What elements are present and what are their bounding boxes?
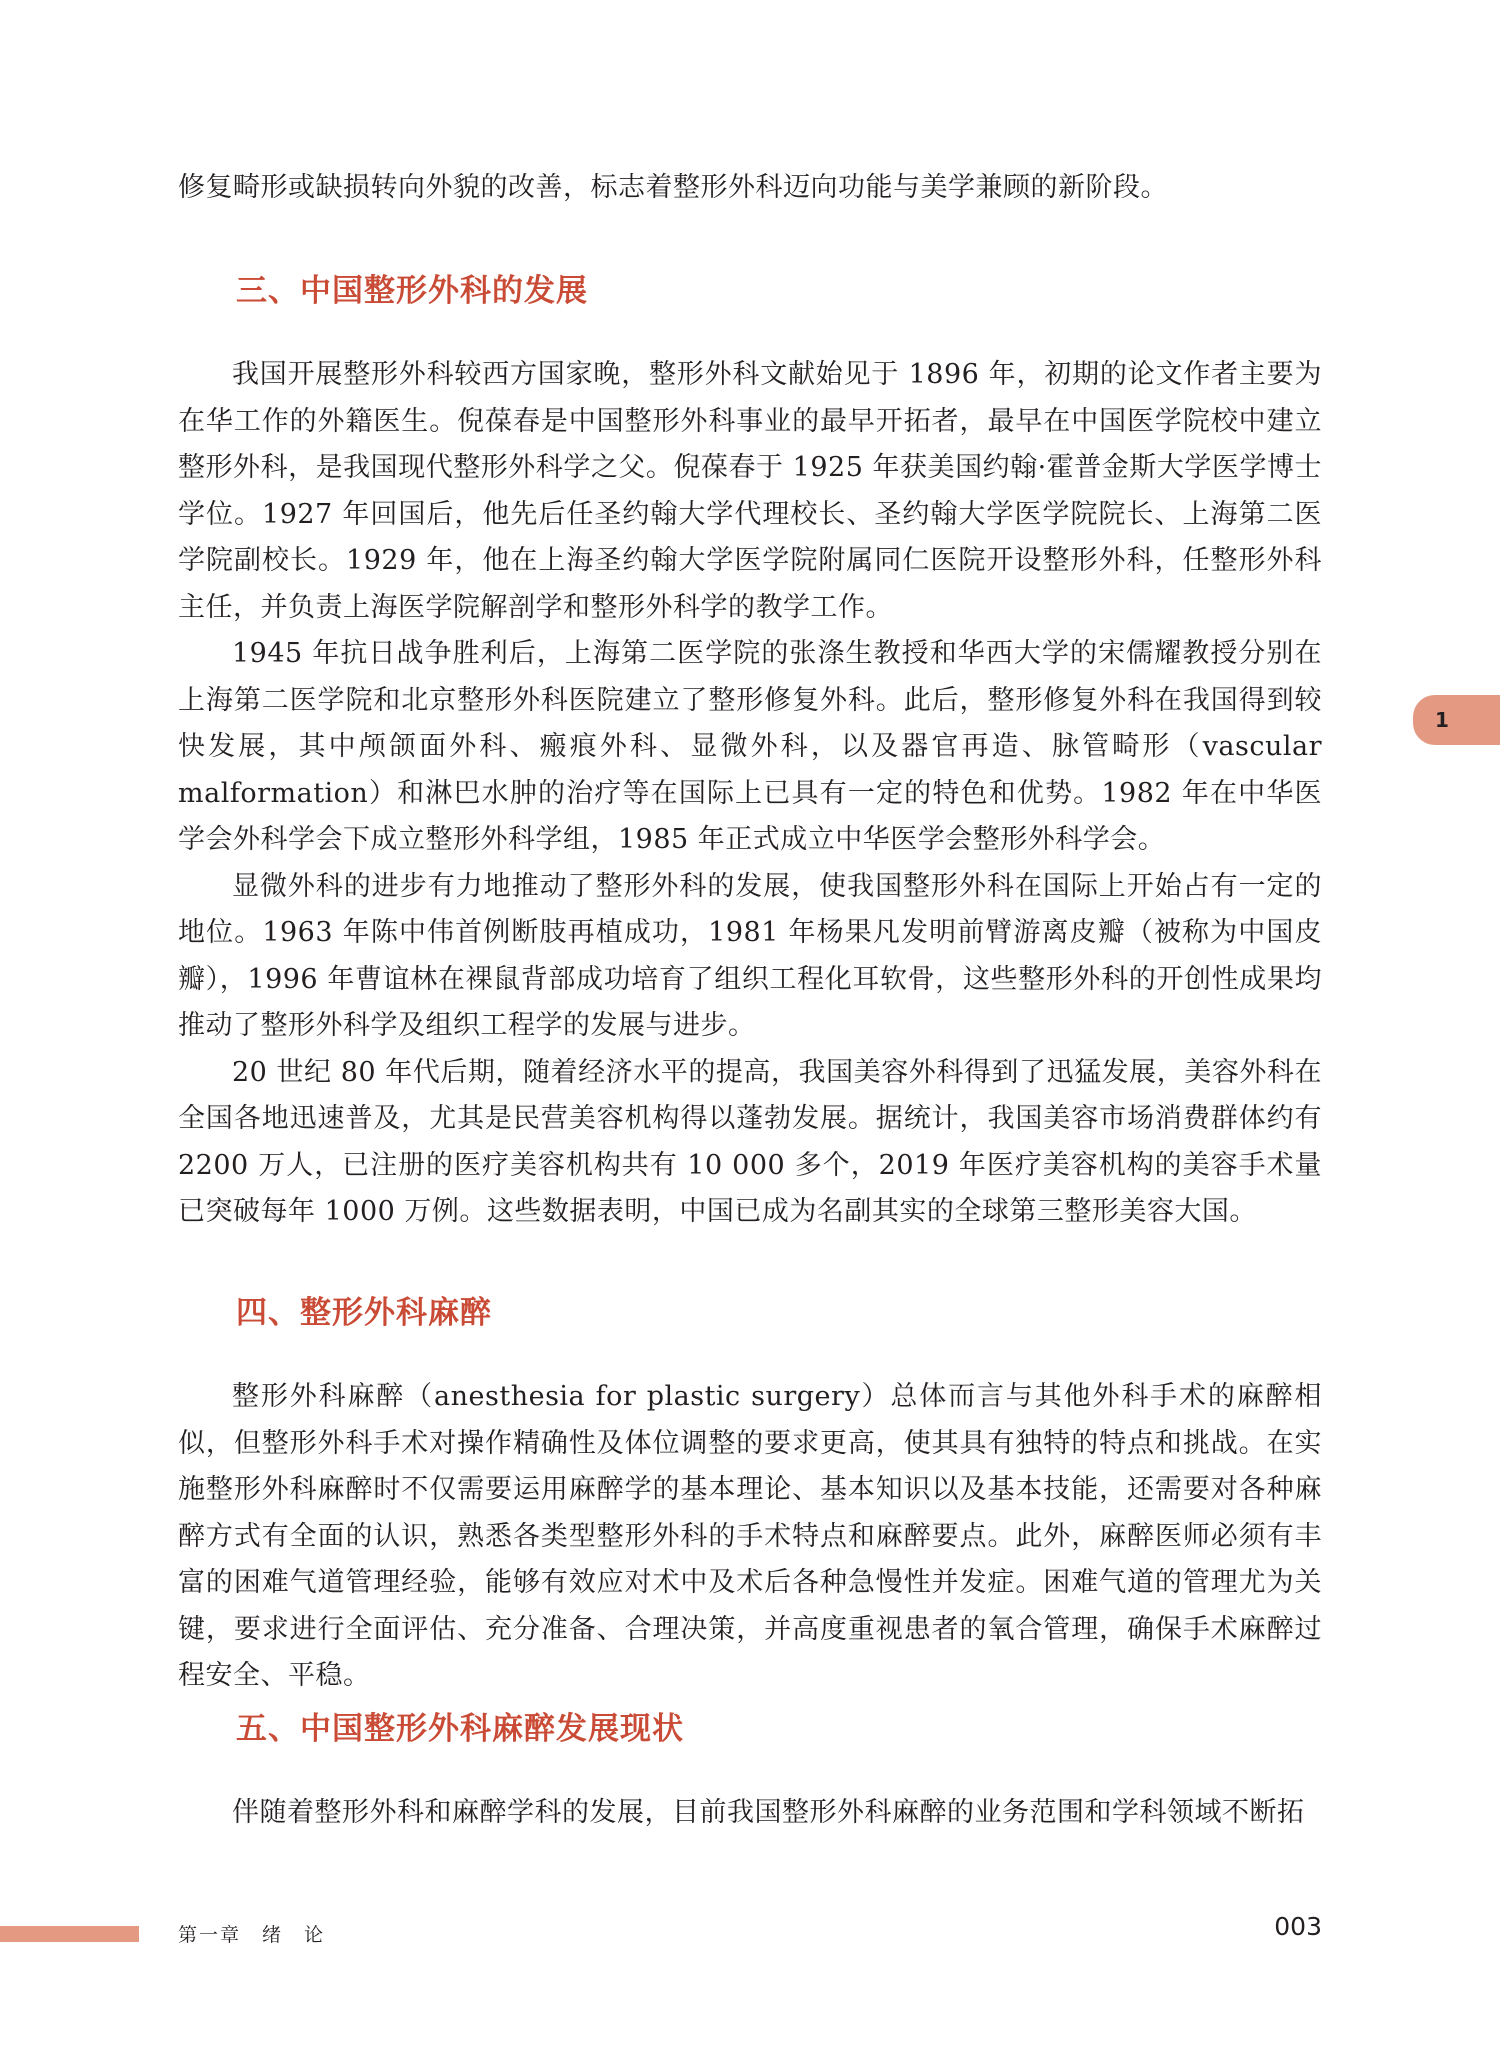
section-3-paragraph-4: 20 世纪 80 年代后期，随着经济水平的提高，我国美容外科得到了迅猛发展，美容外科在全国各地迅速普及，尤其是民营美容机构得以蓬勃发展。据统计，我国美容市场消费群体约有 2200 万人，已注册的医疗美容机构共有 10 000 多个，2019 年医疗美容机构的美容手术量已突破每年 1000 万例。这些数据表明，中国已成为名副其实的全球第三整形美容大国。 (178, 1056, 1322, 1227)
section-4-body (178, 1374, 1322, 1700)
section-5-body (178, 1790, 1322, 1837)
section-3-paragraph-1: 我国开展整形外科较西方国家晚，整形外科文献始见于 1896 年，初期的论文作者主要为在华工作的外籍医生。倪葆春是中国整形外科事业的最早开拓者，最早在中国医学院校中建立整形外科，是我国现代整形外科学之父。倪葆春于 1925 年获美国约翰·霍普金斯大学医学博士学位。1927 年回国后，他先后任圣约翰大学代理校长、圣约翰大学医学院院长、上海第二医学院副校长。1929 年，他在上海圣约翰大学医学院附属同仁医院开设整形外科，任整形外科主任，并负责上海医学院解剖学和整形外科学的教学工作。 (178, 359, 1322, 623)
continuation-paragraph: 修复畸形或缺损转向外貌的改善，标志着整形外科迈向功能与美学兼顾的新阶段。 (178, 172, 1168, 203)
section-3-paragraph-2: 1945 年抗日战争胜利后，上海第二医学院的张涤生教授和华西大学的宋儒耀教授分别在上海第二医学院和北京整形外科医院建立了整形修复外科。此后，整形修复外科在我国得到较快发展，其中颅颌面外科、瘢痕外科、显微外科，以及器官再造、脉管畸形（vascular malformation）和淋巴水肿的治疗等在国际上已具有一定的特色和优势。1982 年在中华医学会外科学会下成立整形外科学组，1985 年正式成立中华医学会整形外科学会。 (178, 638, 1322, 855)
section-4-paragraph-1: 整形外科麻醉（anesthesia for plastic surgery）总体而言与其他外科手术的麻醉相似，但整形外科手术对操作精确性及体位调整的要求更高，使其具有独特的特点和挑战。在实施整形外科麻醉时不仅需要运用麻醉学的基本理论、基本知识以及基本技能，还需要对各种麻醉方式有全面的认识，熟悉各类型整形外科的手术特点和麻醉要点。此外，麻醉医师必须有丰富的困难气道管理经验，能够有效应对术中及术后各种急慢性并发症。困难气道的管理尤为关键，要求进行全面评估、充分准备、合理决策，并高度重视患者的氧合管理，确保手术麻醉过程安全、平稳。 (178, 1381, 1322, 1691)
page-number: 003 (1274, 1912, 1322, 1941)
section-5-paragraph-1: 伴随着整形外科和麻醉学科的发展，目前我国整形外科麻醉的业务范围和学科领域不断拓 (232, 1797, 1305, 1828)
section-heading-3: 三、中国整形外科的发展 (236, 273, 588, 309)
section-heading-4: 四、整形外科麻醉 (236, 1295, 492, 1331)
footer-accent-bar (0, 1926, 139, 1942)
continuation-text-block (178, 165, 1322, 212)
footer-chapter-label: 第一章 绪 论 (178, 1924, 326, 1946)
section-heading-5: 五、中国整形外科麻醉发展现状 (236, 1711, 684, 1747)
chapter-tab: 1 (1413, 695, 1500, 745)
section-3-body (178, 352, 1322, 1236)
section-3-paragraph-3: 显微外科的进步有力地推动了整形外科的发展，使我国整形外科在国际上开始占有一定的地位。1963 年陈中伟首例断肢再植成功，1981 年杨果凡发明前臂游离皮瓣（被称为中国皮瓣），1996 年曹谊林在裸鼠背部成功培育了组织工程化耳软骨，这些整形外科的开创性成果均推动了整形外科学及组织工程学的发展与进步。 (178, 870, 1322, 1041)
